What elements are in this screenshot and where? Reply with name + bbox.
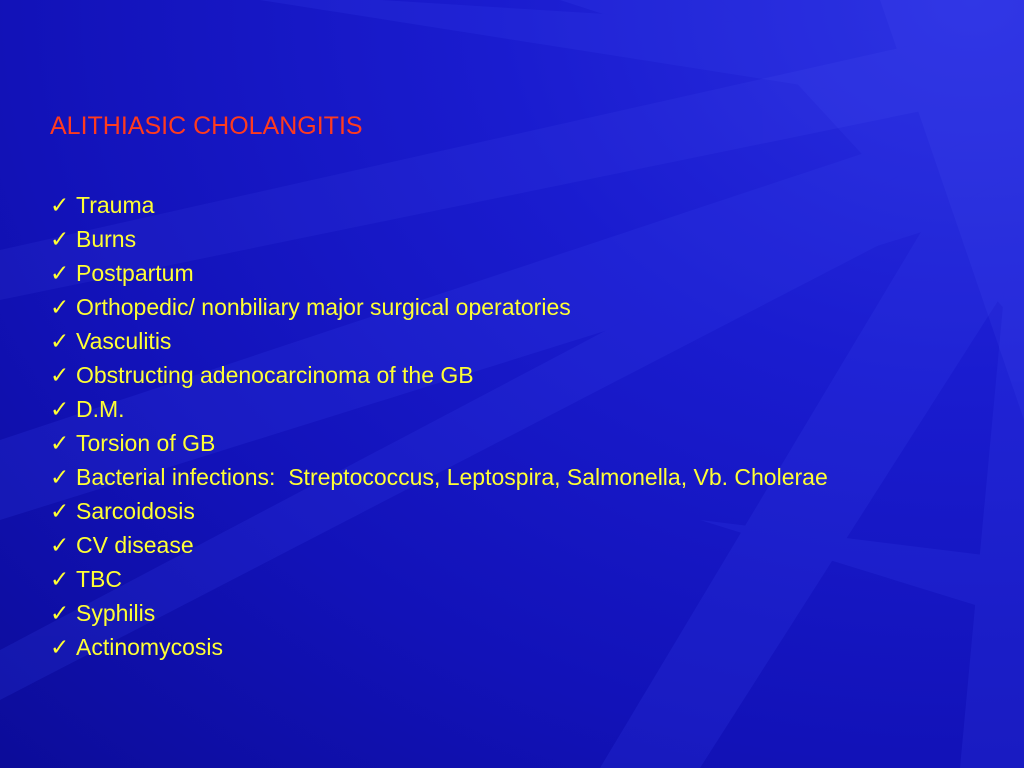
checkmark-icon: ✓ [50, 430, 70, 456]
list-item [50, 562, 828, 596]
list-item-text: Actinomycosis [76, 634, 223, 660]
list-item [50, 290, 828, 324]
list-item-text: Postpartum [76, 260, 194, 286]
list-item-text: TBC [76, 566, 122, 592]
list-item-text: Bacterial infections: Streptococcus, Leptospira, Salmonella, Vb. Cholerae [76, 464, 828, 490]
cause-list [50, 188, 828, 664]
list-item [50, 358, 828, 392]
list-item [50, 324, 828, 358]
list-item-text: D.M. [76, 396, 125, 422]
list-item [50, 494, 828, 528]
checkmark-icon: ✓ [50, 532, 70, 558]
list-item-text: Burns [76, 226, 137, 252]
checkmark-icon: ✓ [50, 294, 70, 320]
checkmark-icon: ✓ [50, 362, 70, 388]
list-item [50, 460, 828, 494]
list-item-text: Obstructing adenocarcinoma of the GB [76, 362, 474, 388]
list-item [50, 426, 828, 460]
list-item [50, 528, 828, 562]
checkmark-icon: ✓ [50, 396, 70, 422]
slide-title: ALITHIASIC CHOLANGITIS [50, 112, 363, 140]
checkmark-icon: ✓ [50, 634, 70, 660]
list-item [50, 256, 828, 290]
checkmark-icon: ✓ [50, 498, 70, 524]
checkmark-icon: ✓ [50, 600, 70, 626]
list-item [50, 222, 828, 256]
list-item-text: CV disease [76, 532, 194, 558]
list-item [50, 596, 828, 630]
list-item-text: Orthopedic/ nonbiliary major surgical operatories [76, 294, 571, 320]
checkmark-icon: ✓ [50, 226, 70, 252]
list-item-text: Sarcoidosis [76, 498, 195, 524]
checkmark-icon: ✓ [50, 260, 70, 286]
list-item [50, 188, 828, 222]
checkmark-icon: ✓ [50, 192, 70, 218]
list-item [50, 630, 828, 664]
checkmark-icon: ✓ [50, 328, 70, 354]
checkmark-icon: ✓ [50, 464, 70, 490]
checkmark-icon: ✓ [50, 566, 70, 592]
list-item [50, 392, 828, 426]
list-item-text: Torsion of GB [76, 430, 216, 456]
list-item-text: Vasculitis [76, 328, 172, 354]
list-item-text: Syphilis [76, 600, 156, 626]
list-item-text: Trauma [76, 192, 155, 218]
